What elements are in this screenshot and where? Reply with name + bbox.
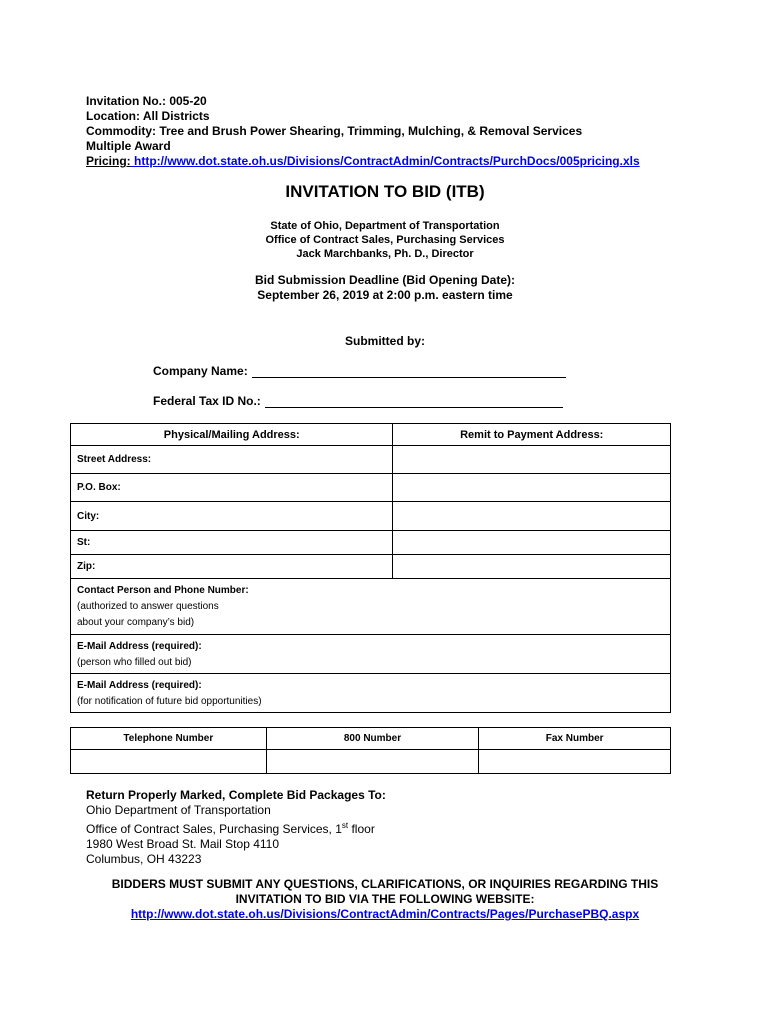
tax-id-input[interactable] [265,395,563,408]
inquiry-link[interactable]: http://www.dot.state.oh.us/Divisions/ContractAdmin/Contracts/Pages/PurchasePBQ.aspx [130,907,640,921]
contact-cell[interactable] [71,579,671,635]
location: Location: All Districts [86,109,210,123]
pricing-link[interactable]: http://www.dot.state.oh.us/Divisions/ContractAdmin/Contracts/PurchDocs/005pricing.xls [130,154,640,168]
tax-id-row [153,394,563,408]
tax-id-label: Federal Tax ID No.: [153,394,261,408]
invitation-number: Invitation No.: 005-20 [86,94,207,108]
fax-header: Fax Number [479,728,671,750]
remit-po-box-cell[interactable] [393,474,671,502]
email-filler-label: E-Mail Address (required): [77,640,202,652]
street-address-label: Street Address: [77,454,152,465]
return-line-3: 1980 West Broad St. Mail Stop 4110 [86,837,280,851]
state-label: St: [77,537,91,548]
return-line-2 [86,818,386,837]
physical-address-header: Physical/Mailing Address: [71,424,393,446]
company-name-row [153,364,566,378]
phone-table [70,727,671,774]
email-notification-note: (for notification of future bid opportunities) [77,695,262,707]
deadline-date: September 26, 2019 at 2:00 p.m. eastern time [257,288,513,302]
notice-line-2: INVITATION TO BID VIA THE FOLLOWING WEBSITE: [235,892,535,906]
email-filler-note: (person who filled out bid) [77,656,192,668]
email-notification-label: E-Mail Address (required): [77,679,202,691]
email-notification-cell[interactable] [71,674,671,713]
contact-note-2: about your company’s bid) [77,617,195,628]
return-heading: Return Properly Marked, Complete Bid Packages To: [86,788,386,802]
telephone-input[interactable] [71,750,267,774]
city-label: City: [77,510,100,522]
state-cell[interactable] [71,531,393,555]
agency-line-1: State of Ohio, Department of Transportation [270,220,500,232]
commodity: Commodity: Tree and Brush Power Shearing, Trimming, Mulching, & Removal Services [86,124,583,138]
submitted-by-label: Submitted by: [345,334,425,348]
contact-note-1: (authorized to answer questions [77,601,219,612]
notice-line-1: BIDDERS MUST SUBMIT ANY QUESTIONS, CLARIFICATIONS, OR INQUIRIES REGARDING THIS [111,877,659,891]
floor-ordinal: st [341,821,349,830]
800-number-input[interactable] [266,750,479,774]
deadline-block [0,273,770,303]
company-name-input[interactable] [252,365,566,378]
return-line-4: Columbus, OH 43223 [86,852,202,866]
company-name-label: Company Name: [153,364,248,378]
remit-zip-cell[interactable] [393,555,671,579]
city-cell[interactable] [71,502,393,531]
page-title: INVITATION TO BID (ITB) [285,182,485,201]
pricing-row [86,154,640,169]
email-filler-cell[interactable] [71,635,671,674]
agency-line-3: Jack Marchbanks, Ph. D., Director [296,248,474,260]
zip-cell[interactable] [71,555,393,579]
award-type: Multiple Award [86,139,171,153]
street-address-cell[interactable] [71,446,393,474]
deadline-label: Bid Submission Deadline (Bid Opening Date): [254,273,515,287]
agency-line-2: Office of Contract Sales, Purchasing Services [265,234,505,246]
po-box-label: P.O. Box: [77,482,121,493]
800-number-header: 800 Number [266,728,479,750]
fax-input[interactable] [479,750,671,774]
return-line-2-floor: floor [348,822,375,836]
remit-address-header: Remit to Payment Address: [393,424,671,446]
telephone-header: Telephone Number [71,728,267,750]
remit-street-cell[interactable] [393,446,671,474]
return-line-2-text: Office of Contract Sales, Purchasing Services, 1 [86,822,342,836]
po-box-cell[interactable] [71,474,393,502]
header-block [86,94,640,169]
return-line-1: Ohio Department of Transportation [86,803,271,817]
inquiry-notice [0,877,770,922]
zip-label: Zip: [77,561,96,572]
return-address-block [86,788,386,867]
pricing-label: Pricing: [86,154,131,168]
remit-city-cell[interactable] [393,502,671,531]
agency-block [0,219,770,261]
contact-label: Contact Person and Phone Number: [77,585,249,596]
address-table [70,423,671,713]
remit-state-cell[interactable] [393,531,671,555]
